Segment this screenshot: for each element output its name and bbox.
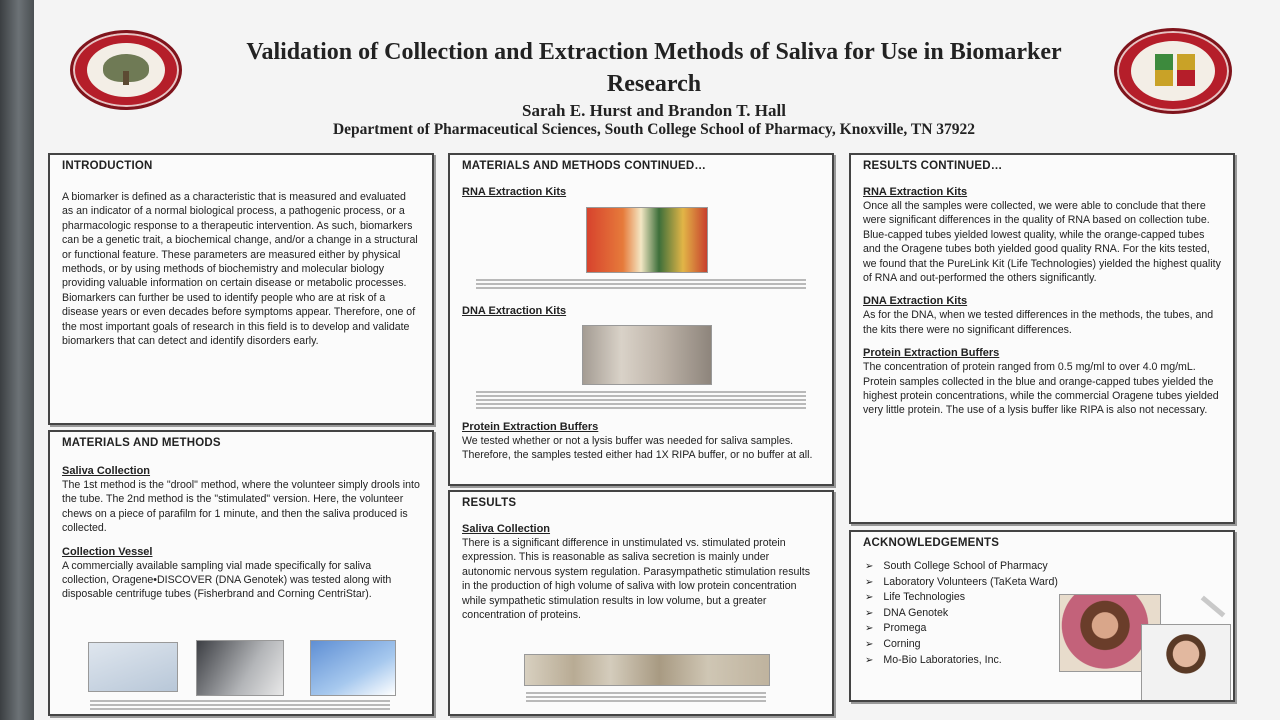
materials-methods-heading: MATERIALS AND METHODS	[62, 437, 221, 449]
slide-left-edge	[0, 0, 34, 720]
author-photo-brandon-hall	[1141, 624, 1231, 702]
rna-kits-caption	[476, 279, 806, 289]
results-rna-subheading: RNA Extraction Kits	[863, 186, 968, 198]
fisherbrand-tube-image	[196, 640, 284, 696]
shield-quadrant-icon	[1177, 70, 1195, 86]
materials-methods-panel	[48, 430, 434, 716]
protein-buffers-body: We tested whether or not a lysis buffer was needed for saliva samples. Therefore, the samples tested either had 1X RIPA buffer, or no buffer at all.	[462, 435, 813, 462]
logo-inner	[1131, 41, 1215, 101]
introduction-body: A biomarker is defined as a characteristic that is measured and evaluated as an indicator of a normal biological process, a pathogenic process, or a pharmacologic response to a therapeutic intervention. As such, biomarkers can be a genetic trait, a biochemical change, and/or a change in a structural or functional feature. These parameters are measured either by physical methods, or by using methods of biochemistry and molecular biology providing valuable information on certain disease or metabolic processes. Biomarkers can further be used to identify people who are at risk of a disease years or even decades before symptoms appear. Therefore, one of the most important goals of research in this field is to develop and validate biomarkers that can detect and identify disorders early.	[62, 191, 418, 348]
logo-inner	[87, 43, 165, 97]
results-saliva-body: There is a significant difference in unstimulated vs. stimulated protein expression. This is reasonable as saliva secretion is mainly under autonomic nervous system regulation. Parasympathetic stimulation results in the production of high volume of saliva with low protein concentration while sympathetic stimulation results in low volume, but a greater concentration of proteins.	[462, 537, 810, 622]
materials-methods-continued-heading: MATERIALS AND METHODS CONTINUED…	[462, 160, 707, 172]
saliva-collection-body: The 1st method is the "drool" method, where the volunteer simply drools into the tube. The 2nd method is the "stimulated" version. Here, the volunteer chews on a piece of parafilm for 1 minute, and then the saliva produced is collected.	[62, 479, 420, 535]
dna-kits-caption	[476, 391, 806, 411]
introduction-panel	[48, 153, 434, 425]
shield-quadrant-icon	[1155, 70, 1173, 86]
results-protein-subheading: Protein Extraction Buffers	[863, 347, 1000, 360]
acknowledgements-heading: ACKNOWLEDGEMENTS	[863, 537, 1000, 549]
results-saliva-subheading: Saliva Collection	[462, 523, 551, 535]
collection-vessel-caption	[90, 700, 390, 712]
results-heading: RESULTS	[462, 497, 517, 509]
acknowledgement-item: ➢ Mo-Bio Laboratories, Inc.	[865, 653, 1233, 669]
results-continued-heading: RESULTS CONTINUED…	[863, 160, 1003, 172]
western-blot-caption	[526, 692, 766, 704]
shield-quadrant-icon	[1155, 54, 1173, 70]
poster-department: Department of Pharmaceutical Sciences, South College School of Pharmacy, Knoxville, TN 37922	[332, 121, 976, 138]
acknowledgement-item: ➢ South College School of Pharmacy	[865, 559, 1233, 575]
materials-methods-continued-panel	[448, 153, 834, 486]
dna-kits-subheading: DNA Extraction Kits	[462, 305, 567, 317]
shield-quadrant-icon	[1177, 54, 1195, 70]
saliva-collection-subheading: Saliva Collection	[62, 465, 151, 477]
results-dna-body: As for the DNA, when we tested differences in the methods, the tubes, and the kits there were no significant differences.	[863, 309, 1214, 336]
collection-vessel-subheading: Collection Vessel	[62, 545, 153, 558]
introduction-heading: INTRODUCTION	[62, 160, 153, 172]
results-continued-panel	[849, 153, 1235, 524]
poster-authors: Sarah E. Hurst and Brandon T. Hall	[522, 101, 786, 120]
western-blot-gel-image	[524, 654, 770, 686]
corning-tube-image	[310, 640, 396, 696]
acknowledgement-item: ➢ Corning	[865, 637, 1233, 653]
poster	[34, 0, 1280, 720]
results-rna-body: Once all the samples were collected, we were able to conclude that there were significant differences in the quality of RNA based on collection tube. Blue-capped tubes yielded lowest quality, while the orange-capped tubes and the Oragene tubes both yielded good quality RNA. For the kits tested, we found that the PureLink Kit (Life Technologies) yielded the highest quality of RNA and out-performed the others significantly.	[863, 200, 1221, 285]
protein-buffers-subheading: Protein Extraction Buffers	[462, 421, 599, 433]
oragene-vial-image	[88, 642, 178, 692]
acknowledgement-item: ➢ Promega	[865, 621, 1233, 637]
acknowledgements-panel	[849, 530, 1235, 702]
acknowledgement-item: ➢ DNA Genotek	[865, 606, 1233, 622]
rna-extraction-kits-image	[586, 207, 708, 273]
collection-vessel-body: A commercially available sampling vial made specifically for saliva collection, Oragene•DISCOVER (DNA Genotek) was tested along with disposable centrifuge tubes (Fisherbrand and Corning CentriStar).	[62, 559, 392, 601]
south-college-seal-logo-left	[70, 30, 182, 110]
results-panel	[448, 490, 834, 716]
south-college-seal-logo-right	[1114, 28, 1232, 114]
dna-extraction-kits-image	[582, 325, 712, 385]
results-protein-body: The concentration of protein ranged from 0.5 mg/ml to over 4.0 mg/mL. Protein samples collected in the blue and orange-capped tubes yielded the highest protein concentrations, while the commercial Oragene tubes yielded very little protein. The use of a lysis buffer like RIPA is also not necessary.	[863, 361, 1219, 417]
acknowledgement-item: ➢ Laboratory Volunteers (TaKeta Ward)	[865, 575, 1233, 591]
results-dna-subheading: DNA Extraction Kits	[863, 295, 968, 308]
poster-title: Validation of Collection and Extraction Methods of Saliva for Use in Biomarker Research	[246, 39, 1062, 97]
acknowledgement-item: ➢ Life Technologies	[865, 590, 1233, 606]
tree-trunk-icon	[123, 71, 129, 85]
rna-kits-subheading: RNA Extraction Kits	[462, 186, 567, 198]
